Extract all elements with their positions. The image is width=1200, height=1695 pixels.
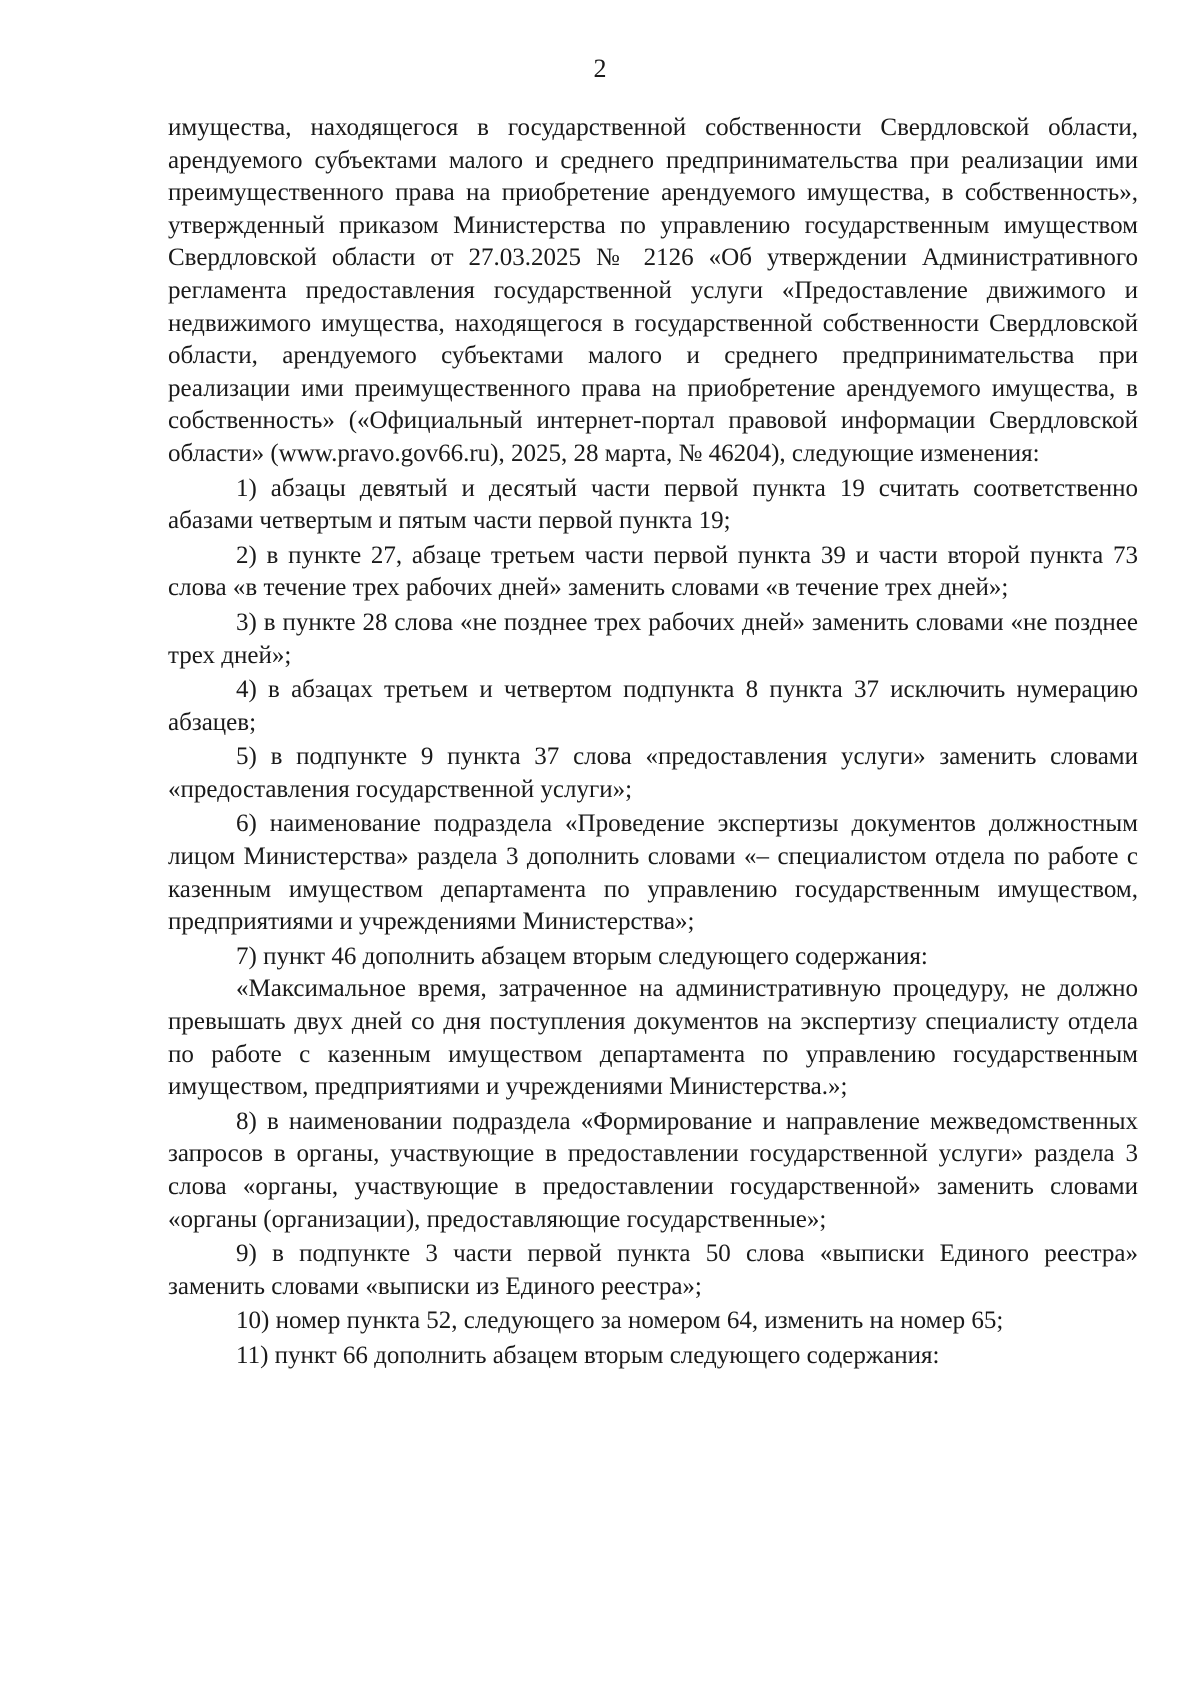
- amendment-item-10: 10) номер пункта 52, следующего за номером 64, изменить на номер 65;: [236, 1307, 1004, 1335]
- amendment-item-7: 7) пункт 46 дополнить абзацем вторым следующего содержания:: [236, 942, 928, 970]
- amendment-item-5: 5) в подпункте 9 пункта 37 слова «предоставления услуги» заменить словами «предоставления государственной услуги»;: [168, 743, 1138, 803]
- amendment-item-7-quote: «Максимальное время, затраченное на административную процедуру, не должно превышать двух дней со дня поступления документов на экспертизу специалисту отдела по работе с казенным имуществом департамента по управлению государственным имуществом, предприятиями и учреждениями Министерства.»;: [168, 975, 1138, 1101]
- amendment-item-4: 4) в абзацах третьем и четвертом подпункта 8 пункта 37 исключить нумерацию абзацев;: [168, 676, 1138, 736]
- amendment-item-9: 9) в подпункте 3 части первой пункта 50 слова «выписки Единого реестра» заменить словами «выписки из Единого реестра»;: [168, 1240, 1138, 1300]
- amendment-item-6: 6) наименование подраздела «Проведение экспертизы документов должностным лицом Министерства» раздела 3 дополнить словами «– специалистом отдела по работе с казенным имуществом департамента по управлению государственным имуществом, предприятиями и учреждениями Министерства»;: [168, 810, 1138, 936]
- amendment-item-1: 1) абзацы девятый и десятый части первой пункта 19 считать соответственно абазами четвертым и пятым части первой пункта 19;: [168, 474, 1138, 535]
- amendment-item-3: 3) в пункте 28 слова «не позднее трех рабочих дней» заменить словами «не позднее трех дней»;: [168, 608, 1138, 669]
- amendment-item-11: 11) пункт 66 дополнить абзацем вторым следующего содержания:: [236, 1341, 940, 1369]
- amendment-item-8: 8) в наименовании подраздела «Формирование и направление межведомственных запросов в органы, участвующие в предоставлении государственной услуги» раздела 3 слова «органы, участвующие в предоставлении государственной» заменить словами «органы (организации), предоставляющие государственные»;: [168, 1107, 1138, 1233]
- amendment-item-2: 2) в пункте 27, абзаце третьем части первой пункта 39 и части второй пункта 73 слова «в течение трех рабочих дней» заменить словами «в течение трех дней»;: [168, 541, 1138, 602]
- intro-paragraph: имущества, находящегося в государственной собственности Свердловской области, арендуемого субъектами малого и среднего предпринимательства при реализации ими преимущественного права на приобретение арендуемого имущества, в собственность», утвержденный приказом Министерства по управлению государственным имуществом Свердловской области от 27.03.2025 № 2126 «Об утверждении Административного регламента предоставления государственной услуги «Предоставление движимого и недвижимого имущества, находящегося в государственной собственности Свердловской области, арендуемого субъектами малого и среднего предпринимательства при реализации ими преимущественного права на приобретение арендуемого имущества, в собственность» («Официальный интернет-портал правовой информации Свердловской области» (www.pravo.gov66.ru), 2025, 28 марта, № 46204), следующие изменения:: [168, 114, 1138, 467]
- document-body: [168, 112, 1138, 1373]
- page-number: 2: [593, 54, 607, 83]
